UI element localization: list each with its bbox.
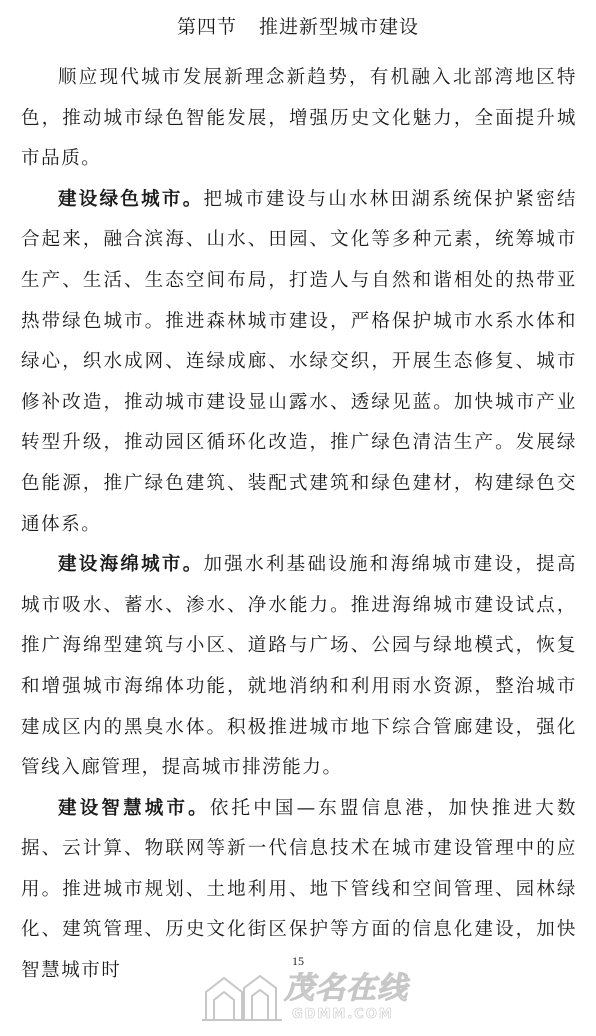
section-title: 推进新型城市建设	[259, 16, 420, 38]
watermark-text: 茂名在线	[284, 971, 408, 1006]
paragraph-green-city	[21, 180, 577, 545]
watermark-logo-icon	[200, 970, 284, 1024]
section-number: 第四节	[176, 16, 237, 38]
watermark-subtext: GDMM.COM	[292, 1007, 394, 1022]
paragraph-intro	[21, 58, 577, 180]
paragraph-lead: 建设智慧城市。	[58, 797, 210, 819]
paragraph-text: 加强水利基础设施和海绵城市建设，提高城市吸水、蓄水、渗水、净水能力。推进海绵城市建设试点，推广海绵型建筑与小区、道路与广场、公园与绿地模式，恢复和增强城市海绵体功能，就地消纳和利用雨水资源，整治城市建成区内的黑臭水体。积极推进城市地下综合管廊建设，强化管线入廊管理，提高城市排涝能力。	[21, 554, 577, 779]
paragraph-text: 依托中国—东盟信息港，加快推进大数据、云计算、物联网等新一代信息技术在城市建设管理中的应用。推进城市规划、土地利用、地下管线和空间管理、园林绿化、建筑管理、历史文化街区保护等方面的信息化建设，加快智慧城市时	[21, 797, 578, 982]
paragraph-text: 把城市建设与山水林田湖系统保护紧密结合起来，融合滨海、山水、田园、文化等多种元素，统筹城市生产、生活、生态空间布局，打造人与自然和谐相处的热带亚热带绿色城市。推进森林城市建设，严格保护城市水系水体和绿心，织水成网、连绿成廊、水绿交织，开展生态修复、城市修补改造，推动城市建设显山露水、透绿见蓝。加快城市产业转型升级，推动园区循环化改造，推广绿色清洁生产。发展绿色能源，推广绿色建筑、装配式建筑和绿色建材，构建绿色交通体系。	[21, 188, 577, 535]
page-number: 15	[292, 954, 304, 968]
document-body	[21, 58, 577, 992]
paragraph-sponge-city	[21, 545, 577, 789]
paragraph-text: 顺应现代城市发展新理念新趋势，有机融入北部湾地区特色，推动城市绿色智能发展，增强历史文化魅力，全面提升城市品质。	[21, 67, 577, 170]
paragraph-lead: 建设海绵城市。	[58, 554, 204, 576]
watermark	[200, 968, 430, 1028]
section-heading	[0, 14, 596, 40]
paragraph-lead: 建设绿色城市。	[58, 188, 204, 210]
